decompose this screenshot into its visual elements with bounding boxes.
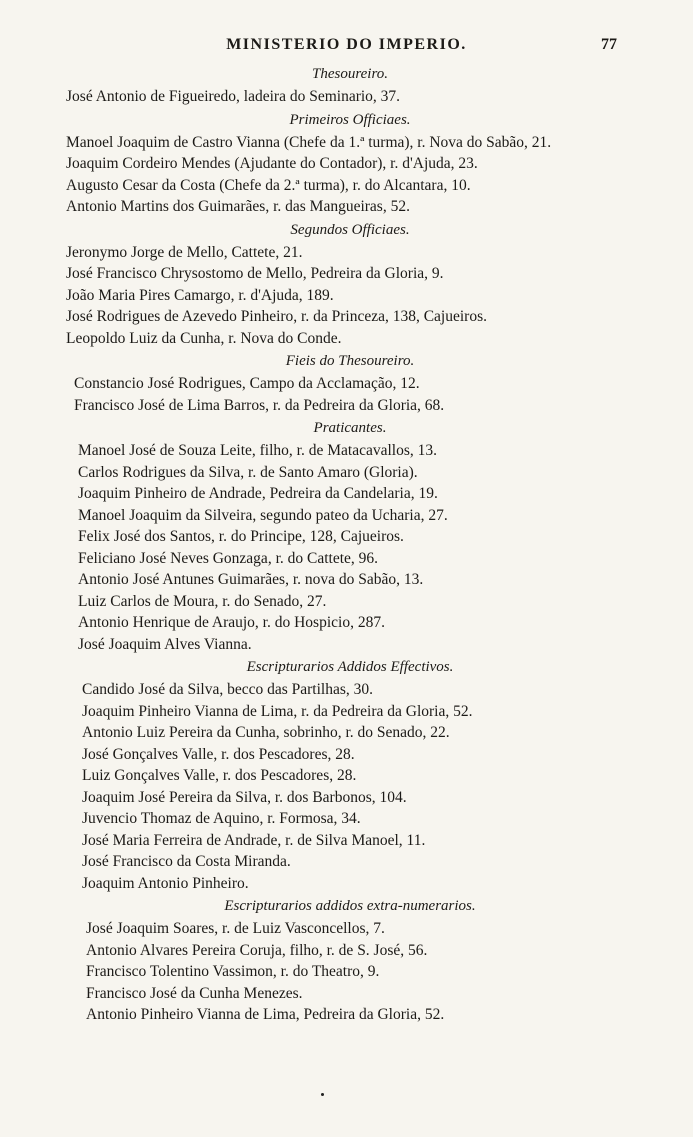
entry: Constancio José Rodrigues, Campo da Acclamação, 12. [74, 375, 420, 392]
page-header-title: MINISTERIO DO IMPERIO. [226, 36, 467, 53]
entry: Antonio José Antunes Guimarães, r. nova do Sabão, 13. [78, 571, 424, 588]
entry: João Maria Pires Camargo, r. d'Ajuda, 189. [66, 286, 334, 304]
entry: Manoel José de Souza Leite, filho, r. de Matacavallos, 13. [78, 442, 437, 459]
entry: Antonio Alvares Pereira Coruja, filho, r. de S. José, 56. [86, 941, 428, 959]
entry: Joaquim José Pereira da Silva, r. dos Barbonos, 104. [82, 788, 407, 806]
section-title: Primeiros Officiaes. [289, 111, 411, 128]
entry: Joaquim Pinheiro Vianna de Lima, r. da Pedreira da Gloria, 52. [82, 702, 473, 720]
entry: Carlos Rodrigues da Silva, r. de Santo Amaro (Gloria). [78, 463, 418, 481]
section-fieis-do-thesoureiro [60, 350, 640, 416]
section-title: Segundos Officiaes. [290, 221, 410, 238]
entry: Antonio Pinheiro Vianna de Lima, Pedreira da Gloria, 52. [86, 1006, 445, 1023]
entry: Manoel Joaquim da Silveira, segundo pateo da Ucharia, 27. [78, 506, 448, 524]
document-body [60, 62, 640, 1026]
entry: Feliciano José Neves Gonzaga, r. do Cattete, 96. [78, 549, 379, 567]
section-title: Escripturarios Addidos Effectivos. [246, 659, 454, 675]
entry: José Francisco da Costa Miranda. [82, 853, 291, 870]
page-number: 77 [601, 36, 617, 53]
entry: José Francisco Chrysostomo de Mello, Pedreira da Gloria, 9. [66, 265, 444, 282]
section-escripturarios-extra-numerarios [60, 895, 640, 1026]
entry: Felix José dos Santos, r. do Principe, 128, Cajueiros. [78, 528, 404, 545]
entry: José Joaquim Alves Vianna. [78, 635, 252, 653]
running-header [0, 36, 693, 60]
section-title: Escripturarios addidos extra-numerarios. [224, 898, 476, 914]
entry: Luiz Carlos de Moura, r. do Senado, 27. [78, 592, 327, 610]
entry: José Maria Ferreira de Andrade, r. de Silva Manoel, 11. [82, 831, 426, 849]
entry: Candido José da Silva, becco das Partilhas, 30. [82, 681, 374, 698]
entry: José Gonçalves Valle, r. dos Pescadores, 28. [82, 745, 355, 763]
entry: José Rodrigues de Azevedo Pinheiro, r. da Princeza, 138, Cajueiros. [66, 308, 487, 325]
entry: Antonio Luiz Pereira da Cunha, sobrinho, r. do Senado, 22. [82, 724, 450, 741]
entry: Antonio Henrique de Araujo, r. do Hospicio, 287. [78, 614, 385, 631]
section-title: Praticantes. [313, 420, 387, 436]
entry: Joaquim Pinheiro de Andrade, Pedreira da Candelaria, 19. [78, 485, 438, 502]
section-escripturarios-addidos-effectivos [60, 656, 640, 894]
entry: Francisco Tolentino Vassimon, r. do Theatro, 9. [86, 963, 380, 980]
entry: José Joaquim Soares, r. de Luiz Vasconcellos, 7. [86, 920, 385, 937]
entry: Antonio Martins dos Guimarães, r. das Mangueiras, 52. [66, 198, 410, 215]
entry: Francisco José da Cunha Menezes. [86, 984, 303, 1002]
entry: Manoel Joaquim de Castro Vianna (Chefe da 1.ª turma), r. Nova do Sabão, 21. [66, 133, 552, 151]
section-praticantes [60, 417, 640, 655]
ink-speck [321, 1093, 324, 1096]
entry: Juvencio Thomaz de Aquino, r. Formosa, 34. [82, 810, 361, 827]
section-segundos-officiaes [60, 219, 640, 350]
entry: Leopoldo Luiz da Cunha, r. Nova do Conde. [66, 329, 342, 347]
entry: Francisco José de Lima Barros, r. da Pedreira da Gloria, 68. [74, 396, 445, 414]
section-thesoureiro [60, 63, 640, 108]
entry: Joaquim Antonio Pinheiro. [82, 874, 249, 892]
entry: Augusto Cesar da Costa (Chefe da 2.ª turma), r. do Alcantara, 10. [66, 176, 471, 194]
entry: José Antonio de Figueiredo, ladeira do Seminario, 37. [66, 88, 401, 105]
entry: Joaquim Cordeiro Mendes (Ajudante do Contador), r. d'Ajuda, 23. [66, 155, 478, 172]
section-primeiros-officiaes [60, 109, 640, 218]
section-title: Thesoureiro. [312, 66, 388, 82]
section-title: Fieis do Thesoureiro. [285, 353, 415, 369]
entry: Luiz Gonçalves Valle, r. dos Pescadores, 28. [82, 767, 357, 784]
entry: Jeronymo Jorge de Mello, Cattete, 21. [66, 243, 303, 261]
